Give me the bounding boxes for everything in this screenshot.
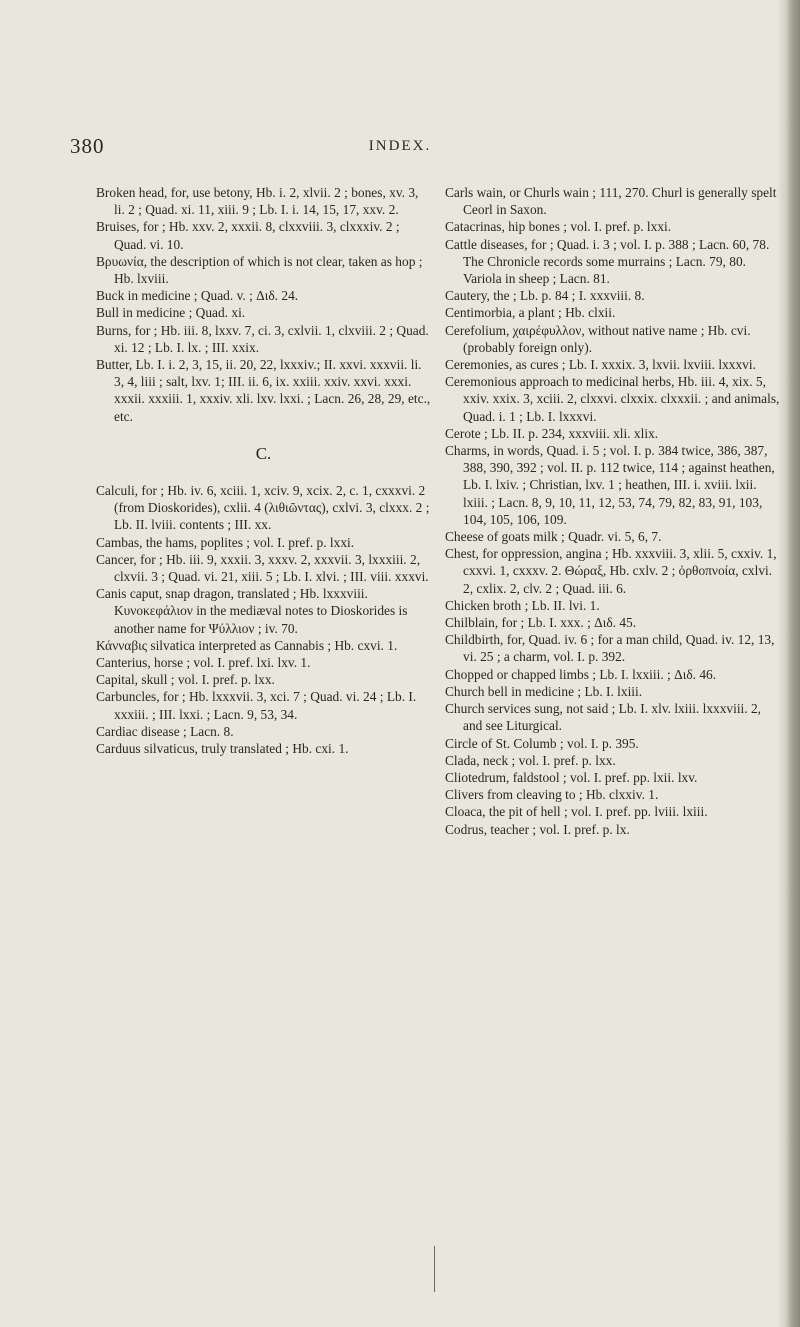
index-entry: Bull in medicine ; Quad. xi. [96,305,246,321]
index-entry: Catacrinas, hip bones ; vol. I. pref. p. lxxi. [445,219,672,235]
index-entry: Clada, neck ; vol. I. pref. p. lxx. [445,752,616,768]
left-column [96,184,431,757]
index-entry: Cerefolium, χαιρέφυλλον, without native name ; Hb. cvi. (probably foreign only). [445,322,751,355]
index-entry: Cliotedrum, faldstool ; vol. I. pref. pp. lxii. lxv. [445,769,698,785]
index-entry: Chopped or chapped limbs ; Lb. I. lxxiii. ; Διδ. 46. [445,666,717,682]
index-entry: Cardiac disease ; Lacn. 8. [96,723,234,739]
index-entry: Circle of St. Columb ; vol. I. p. 395. [445,735,639,751]
index-entry: Ceremonies, as cures ; Lb. I. xxxix. 3, lxvii. lxviii. lxxxvi. [445,357,756,373]
index-entry: Calculi, for ; Hb. iv. 6, xciii. 1, xciv. 9, xcix. 2, c. 1, cxxxvi. 2 (from Dioskorides), cxlii. 4 (λιθιῶντας), cxlvi. 3, clxxx. 2 ; Lb. II. lviii. contents ; III. xx. [96,483,430,533]
page-number: 380 [70,134,105,158]
index-entry: Cancer, for ; Hb. iii. 9, xxxii. 3, xxxv. 2, xxxvii. 3, lxxxiii. 2, clxvii. 3 ; Quad. vi. 21, xiii. 5 ; Lb. I. xlvi. ; III. viii. xxxvi. [96,551,429,585]
index-entry: Burns, for ; Hb. iii. 8, lxxv. 7, ci. 3, cxlvii. 1, clxviii. 2 ; Quad. xi. 12 ; Lb. I. lx. ; III. xxix. [96,322,429,355]
index-entry: Church services sung, not said ; Lb. I. xlv. lxiii. lxxxviii. 2, and see Liturgical. [445,701,762,734]
index-entry: Carbuncles, for ; Hb. lxxxvii. 3, xci. 7 ; Quad. vi. 24 ; Lb. I. xxxiii. ; III. lxxi. ; Lacn. 9, 53, 34. [96,689,417,722]
right-column [445,184,780,838]
index-entry: Ceremonious approach to medicinal herbs, Hb. iii. 4, xix. 5, xxiv. xxix. 3, xciii. 2, clxxvi. clxxix. clxxxii. ; and animals, Quad. i. 1 ; Lb. I. lxxxvi. [445,374,780,424]
index-entry: Capital, skull ; vol. I. pref. p. lxx. [96,672,275,688]
running-head: INDEX. [368,138,432,154]
page-edge-shadow [778,0,800,1327]
index-entry: Κάνναβις silvatica interpreted as Cannabis ; Hb. cxvi. 1. [96,637,398,653]
index-entry: Codrus, teacher ; vol. I. pref. p. lx. [445,821,630,837]
index-entry: Βρυωνία, the description of which is not clear, taken as hop ; Hb. lxviii. [96,253,423,287]
section-letter: C. [255,443,272,463]
index-entry: Chilblain, for ; Lb. I. xxx. ; Διδ. 45. [445,615,637,631]
index-entry: Butter, Lb. I. i. 2, 3, 15, ii. 20, 22, lxxxiv.; II. xxvi. xxxvii. li. 3, 4, liii ; salt, lxv. 1; III. ii. 6, ix. xxiii. xxiv. xxvi. xxxi. xxxii. xxxiii. 1, xxxiv. xli. lxv. lxxi. ; Lacn. 26, 28, 29, etc., etc. [96,357,431,424]
index-entry: Cerote ; Lb. II. p. 234, xxxviii. xli. xlix. [445,425,659,441]
column-divider [434,1246,435,1292]
index-entry: Broken head, for, use betony, Hb. i. 2, xlvii. 2 ; bones, xv. 3, li. 2 ; Quad. xi. 11, xiii. 9 ; Lb. I. i. 14, 15, 17, xxv. 2. [96,185,419,218]
index-entry: Bruises, for ; Hb. xxv. 2, xxxii. 8, clxxviii. 3, clxxxiv. 2 ; Quad. vi. 10. [96,219,400,252]
index-entry: Chicken broth ; Lb. II. lvi. 1. [445,597,600,613]
index-entry: Childbirth, for, Quad. iv. 6 ; for a man child, Quad. iv. 12, 13, vi. 25 ; a charm, vol. I. p. 392. [445,632,775,665]
index-entry: Cheese of goats milk ; Quadr. vi. 5, 6, 7. [445,529,662,545]
index-entry: Canis caput, snap dragon, translated ; Hb. lxxxviii. Κυνοκεφάλιον in the mediæval notes to Dioskorides is another name for Ψύλλιον ; iv. 70. [96,586,408,636]
index-entry: Cloaca, the pit of hell ; vol. I. pref. pp. lviii. lxiii. [445,804,708,820]
index-entry: Cambas, the hams, poplites ; vol. I. pref. p. lxxi. [96,534,355,550]
index-entry: Buck in medicine ; Quad. v. ; Διδ. 24. [96,288,299,304]
index-entry: Cautery, the ; Lb. p. 84 ; I. xxxviii. 8. [445,288,645,304]
index-entry: Cattle diseases, for ; Quad. i. 3 ; vol. I. p. 388 ; Lacn. 60, 78. The Chronicle records some murrains ; Lacn. 79, 80. Variola in sheep ; Lacn. 81. [445,236,770,287]
index-entry: Clivers from cleaving to ; Hb. clxxiv. 1. [445,787,659,803]
index-entry: Church bell in medicine ; Lb. I. lxiii. [445,683,643,699]
index-entry: Centimorbia, a plant ; Hb. clxii. [445,305,616,321]
index-entry: Chest, for oppression, angina ; Hb. xxxviii. 3, xlii. 5, cxxiv. 1, cxxvi. 1, cxxxv. 2. Θώραξ, Hb. cxlv. 2 ; ὀρθοπνοία, cxlvi. 2, cxlix. 2, clv. 2 ; Quad. iii. 6. [445,546,777,596]
index-entry: Carls wain, or Churls wain ; 111, 270. Churl is generally spelt Ceorl in Saxon. [445,185,777,218]
index-entry: Charms, in words, Quad. i. 5 ; vol. I. p. 384 twice, 386, 387, 388, 390, 392 ; vol. II. p. 112 twice, 114 ; against heathen, Lb. I. lxiv. ; Christian, lxv. 1 ; heathen, III. i. xviii. lxii. lxiii. ; Lacn. 8, 9, 10, 11, 12, 53, 74, 79, 82, 83, 91, 103, 104, 105, 106, 109. [445,443,775,527]
index-entry: Carduus silvaticus, truly translated ; Hb. cxi. 1. [96,741,349,757]
index-entry: Canterius, horse ; vol. I. pref. lxi. lxv. 1. [96,655,311,671]
